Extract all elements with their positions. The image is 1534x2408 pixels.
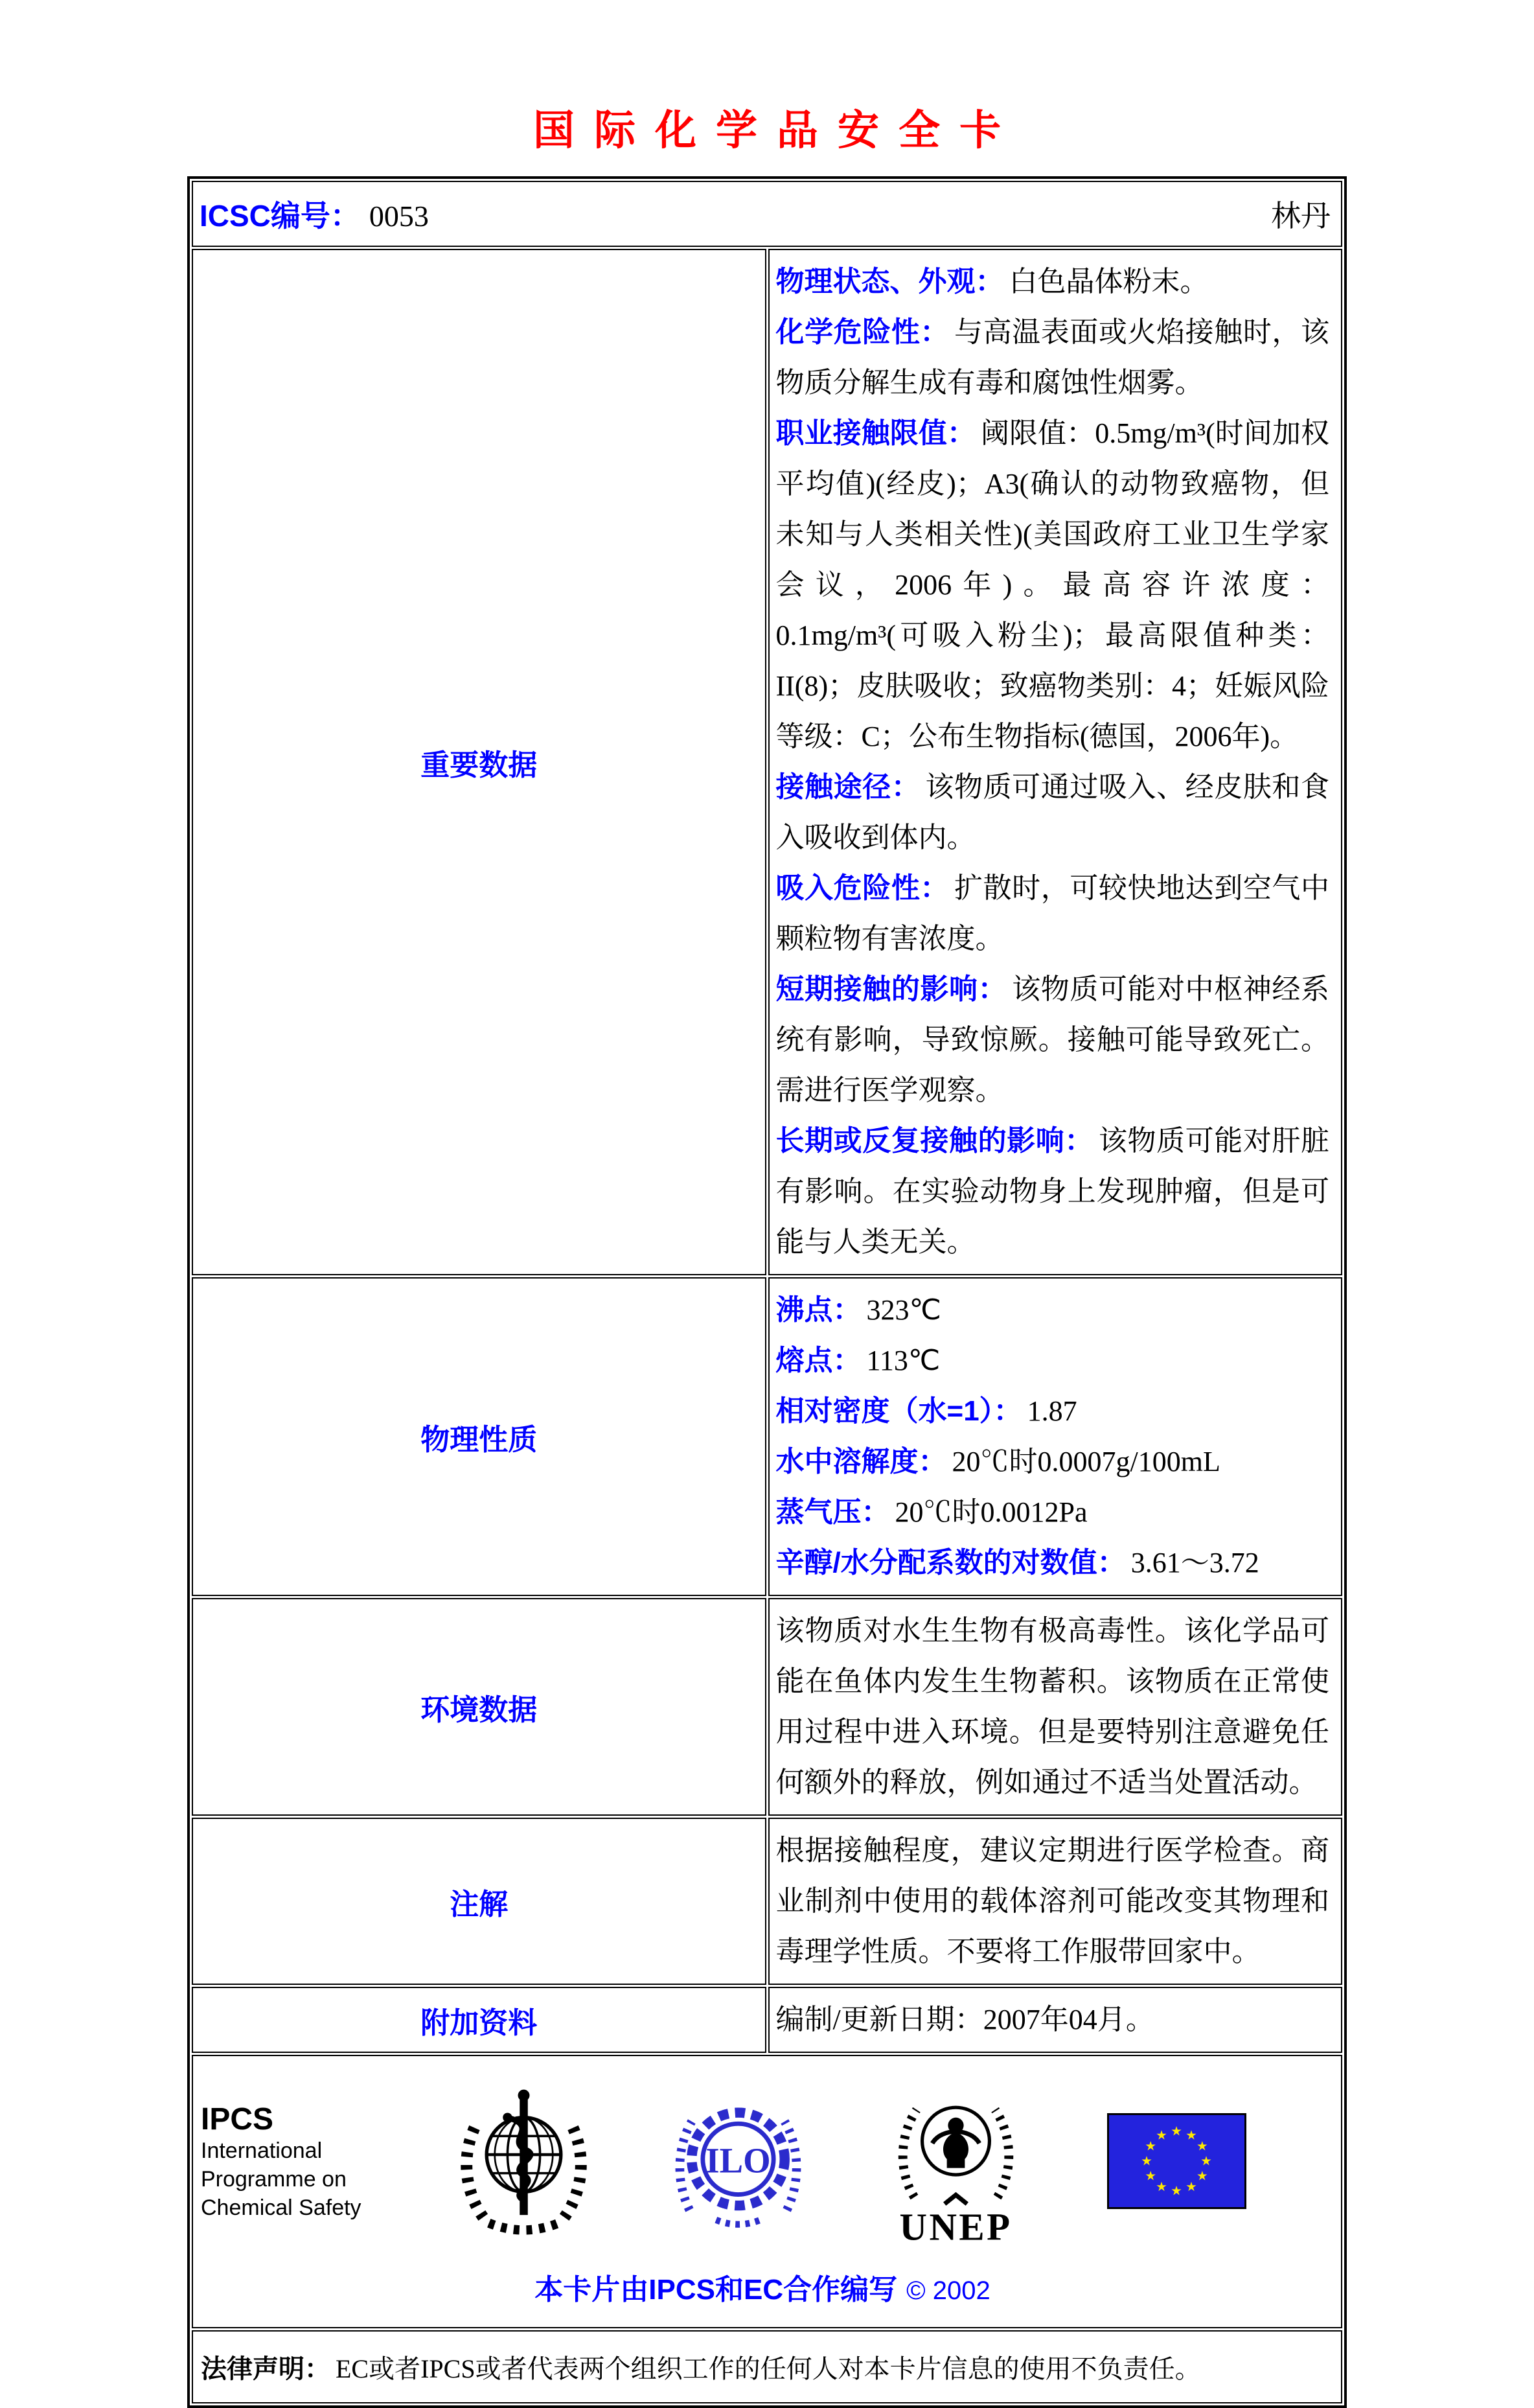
environment-text: 该物质对水生生物有极高毒性。该化学品可能在鱼体内发生生物蓄积。该物质在正常使用过程中进入环境。但是要特别注意避免任何额外的释放，例如通过不适当处置活动。: [775, 1615, 1329, 1798]
section-label-important: 重要数据: [192, 249, 766, 1275]
field-melting-point: 熔点： 113℃: [775, 1345, 941, 1376]
additional-info-row: [192, 1987, 1342, 2053]
legal-row: [192, 2330, 1342, 2403]
field-physical-state: 物理状态、外观： 白色晶体粉末。: [775, 266, 1209, 297]
notes-row: [192, 1818, 1342, 1985]
section-label-environment: 环境数据: [192, 1598, 766, 1816]
field-water-solubility: 水中溶解度： 20℃时0.0007g/100mL: [775, 1446, 1220, 1477]
important-data-content: [768, 249, 1343, 1275]
important-data-row: [192, 249, 1342, 1275]
ipcs-subtitle-line2: Programme on: [201, 2167, 347, 2192]
icsc-table: [187, 176, 1347, 2408]
page-title: 国际化学品安全卡: [533, 107, 1020, 154]
ipcs-subtitle-line3: Chemical Safety: [201, 2195, 361, 2220]
ilo-letters: ILO: [705, 2140, 771, 2181]
credit-text: 本卡片由IPCS和EC合作编写: [534, 2274, 898, 2306]
field-partition-coefficient: 辛醇/水分配系数的对数值： 3.61～3.72: [775, 1547, 1259, 1579]
ipcs-subtitle-line1: International: [201, 2138, 323, 2163]
field-vapor-pressure: 蒸气压： 20℃时0.0012Pa: [775, 1496, 1088, 1528]
additional-info-content: [768, 1987, 1343, 2053]
physical-properties-row: [192, 1277, 1342, 1596]
field-long-term-effects: 长期或反复接触的影响： 该物质可能对肝脏有影响。在实验动物身上发现肿瘤，但是可能与人类无关。: [775, 1125, 1330, 1258]
field-occupational-limits: 职业接触限值： 阈限值：0.5mg/m³(时间加权平均值)(经皮)；A3(确认的动物致癌物，但未知与人类相关性)(美国政府工业卫生学家会议，2006年)。最高容许浓度：0.1mg/m³(可吸入粉尘)；最高限值种类：II(8)；皮肤吸收；致癌物类别：4；妊娠风险等级：C；公布生物指标(德国，2006年)。: [775, 417, 1329, 752]
ipcs-title: IPCS: [201, 2102, 274, 2136]
icsc-number-value: 0053: [369, 200, 429, 233]
ilo-logo: [672, 2090, 805, 2234]
eu-flag-wrap: [1107, 2113, 1246, 2212]
field-chemical-danger: 化学危险性： 与高温表面或火焰接触时，该物质分解生成有毒和腐蚀性烟雾。: [775, 316, 1329, 399]
legal-cell: [192, 2330, 1342, 2403]
environment-data-content: [768, 1598, 1343, 1816]
field-boiling-point: 沸点： 323℃: [775, 1294, 941, 1326]
section-label-physical: 物理性质: [192, 1277, 766, 1596]
unep-logo: [883, 2078, 1029, 2247]
credit-year: © 2002: [906, 2276, 990, 2305]
who-logo: [454, 2087, 593, 2239]
section-label-notes: 注解: [192, 1818, 766, 1985]
field-inhalation-risk: 吸入危险性： 扩散时，可较快地达到空气中颗粒物有害浓度。: [775, 872, 1329, 955]
additional-info-text: 编制/更新日期：2007年04月。: [775, 2004, 1154, 2035]
legal-text: EC或者IPCS或者代表两个组织工作的任何人对本卡片信息的使用不负责任。: [336, 2354, 1201, 2383]
environment-data-row: [192, 1598, 1342, 1816]
notes-content: [768, 1818, 1343, 1985]
physical-properties-content: [768, 1277, 1343, 1596]
legal-label: 法律声明：: [201, 2355, 330, 2383]
logos-cell: [192, 2055, 1342, 2328]
unep-caption: UNEP: [899, 2206, 1013, 2249]
icsc-number-group: [200, 192, 429, 235]
eu-flag: [1107, 2113, 1246, 2209]
logos-row: [192, 2055, 1342, 2328]
header-cell: [192, 181, 1342, 247]
header-row: [192, 181, 1342, 247]
substance-name: 林丹: [1271, 200, 1331, 233]
ipcs-text-block: [201, 2103, 376, 2222]
field-short-term-effects: 短期接触的影响： 该物质可能对中枢神经系统有影响，导致惊厥。接触可能导致死亡。需进行医学观察。: [775, 973, 1330, 1106]
field-exposure-routes: 接触途径： 该物质可通过吸入、经皮肤和食入吸收到体内。: [775, 771, 1330, 853]
credit-line: [201, 2266, 1324, 2308]
field-relative-density: 相对密度（水=1）： 1.87: [775, 1395, 1077, 1427]
notes-text: 根据接触程度，建议定期进行医学检查。商业制剂中使用的载体溶剂可能改变其物理和毒理学性质。不要将工作服带回家中。: [775, 1835, 1329, 1967]
icsc-number-label: ICSC编号：: [200, 199, 360, 233]
section-label-additional: 附加资料: [192, 1987, 766, 2053]
